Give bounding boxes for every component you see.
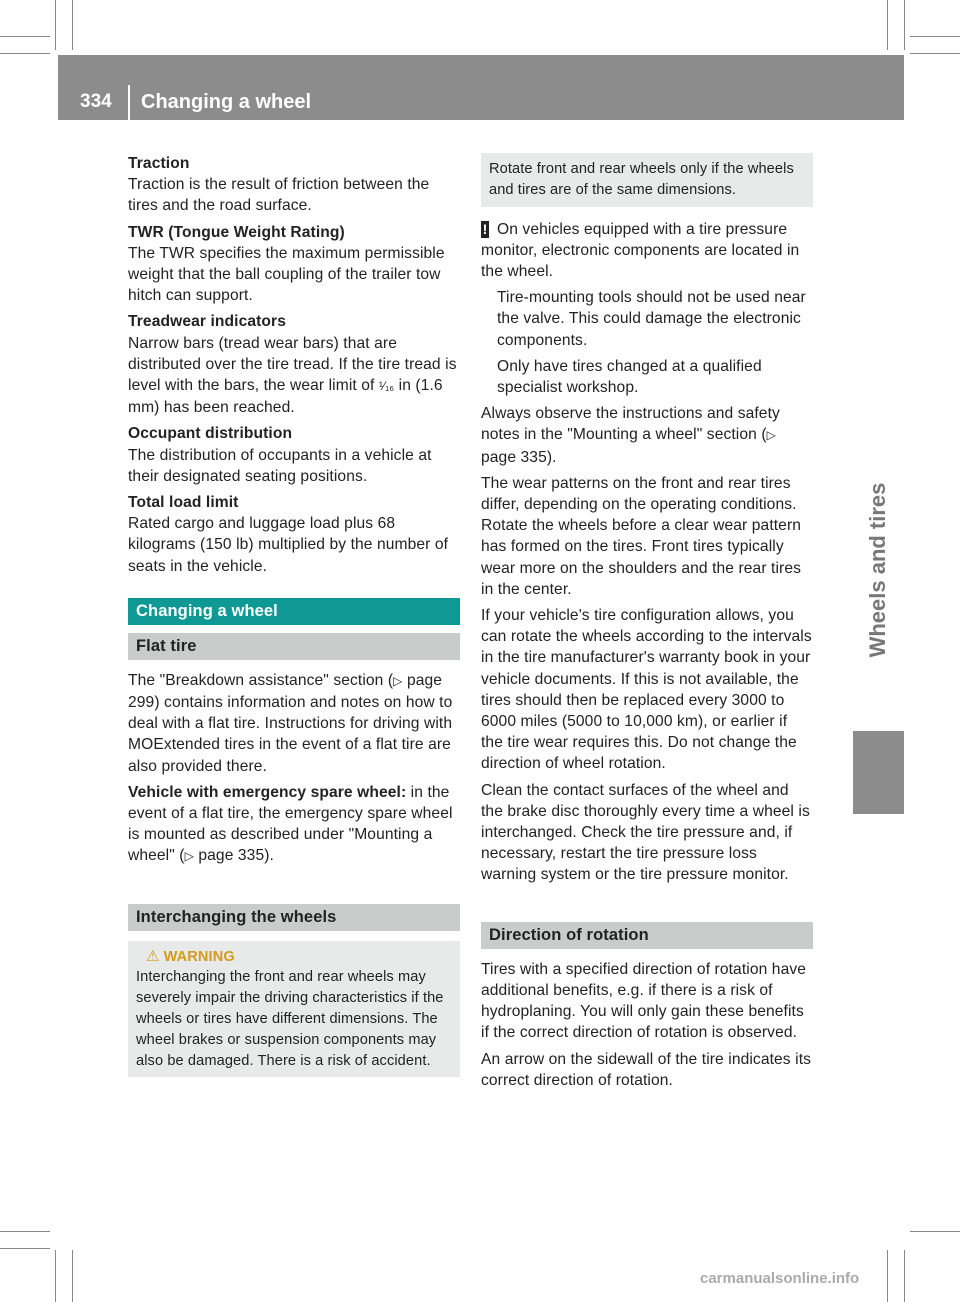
heading-twr: TWR (Tongue Weight Rating) [128, 223, 345, 241]
crop-mark [887, 1250, 888, 1302]
paragraph-tire-config: If your vehicle's tire configuration allows, you can rotate the wheels according to the intervals in the tire manufacturer's warranty book in your vehicle documents. If this is not available, the tires should then be replaced every 3000 to 6000 miles (5000 to 10,000 km), or earlier if the tire wear requires this. Do not change the direction of wheel rotation. [481, 607, 812, 773]
paragraph-occupant: The distribution of occupants in a vehicle at their designated seating positions. [128, 446, 432, 485]
crop-mark [72, 1250, 73, 1302]
paragraph-clean: Clean the contact surfaces of the wheel and the brake disc thoroughly every time a wheel is interchanged. Check the tire pressure and, if necessary, restart the tire pressure loss warning system or the tire pressure monitor. [481, 781, 810, 884]
text-span: in (1.6 mm) has been reached. [128, 377, 443, 417]
warning-box [128, 941, 460, 1078]
arrow-icon: ▷ [393, 673, 403, 688]
crop-mark [55, 1250, 56, 1302]
crop-mark [0, 53, 50, 54]
text-span: Narrow bars (tread wear bars) that are distributed over the tire tread. If the tire tread is level with the bars, the wear limit of [128, 334, 457, 395]
warning-icon: ⚠ [146, 947, 160, 965]
heading-occupant: Occupant distribution [128, 425, 293, 443]
text-span: The "Breakdown assistance" section ( [128, 671, 394, 689]
header-divider [128, 85, 130, 120]
arrow-icon: ▷ [766, 428, 776, 443]
note-workshop: Only have tires changed at a qualified specialist workshop. [497, 357, 762, 397]
crop-mark [72, 0, 73, 50]
side-tab-marker [853, 731, 904, 814]
crop-mark [904, 0, 905, 50]
crop-mark [887, 0, 888, 50]
paragraph-spare [128, 782, 460, 868]
watermark: carmanualsonline.info [700, 1270, 860, 1287]
crop-mark [910, 36, 960, 37]
text-span: Always observe the instructions and safety notes in the "Mounting a wheel" section ( [481, 405, 780, 444]
page-link[interactable]: page 335). [198, 847, 274, 865]
warning-text: Interchanging the front and rear wheels may severely impair the driving characteristics if the wheels or tires have different dimensions. The wheel brakes or suspension components may also be damaged. There is a risk of accident. [136, 969, 444, 1069]
text-span: On vehicles equipped with a tire pressure monitor, electronic components are located in the wheel. [481, 220, 800, 280]
page-number: 334 [80, 91, 112, 112]
fraction: ¹⁄₁₆ [378, 379, 395, 394]
section-banner-interchanging: Interchanging the wheels [128, 904, 460, 931]
paragraph-treadwear [128, 333, 460, 419]
text-span: in the event of a flat tire, the emergency spare wheel is mounted as described under "Mounting a wheel" ( [128, 783, 453, 865]
section-banner-direction: Direction of rotation [481, 922, 813, 949]
warning-title: WARNING [163, 948, 235, 965]
crop-mark [910, 1231, 960, 1232]
crop-mark [0, 36, 50, 37]
crop-mark [904, 1250, 905, 1302]
page-title: Changing a wheel [141, 91, 312, 113]
arrow-icon: ▷ [184, 849, 194, 864]
paragraph-observe [481, 403, 813, 468]
right-column [481, 153, 813, 1096]
paragraph-wear-patterns: The wear patterns on the front and rear tires differ, depending on the operating conditions. Rotate the wheels before a clear wear pattern has formed on the tires. Front tires typically wear more on the shoulders and the rear tires in the center. [481, 474, 802, 598]
section-banner-changing: Changing a wheel [128, 598, 460, 625]
info-box: Rotate front and rear wheels only if the wheels and tires are of the same dimensions. [481, 153, 813, 207]
note-tools: Tire-mounting tools should not be used near the valve. This could damage the electronic components. [497, 289, 806, 349]
page-link[interactable]: page 299) contains information and notes on how to deal with a flat tire. Instructions for driving with MOExtended tires in the event of a flat tire are also provided there. [128, 671, 453, 775]
paragraph-traction: Traction is the result of friction between the tires and the road surface. [128, 176, 430, 215]
paragraph-flat-tire [128, 670, 460, 777]
crop-mark [55, 0, 56, 50]
paragraph-twr: The TWR specifies the maximum permissible weight that the ball coupling of the trailer tow hitch can support. [128, 244, 445, 305]
paragraph-direction-2: An arrow on the sidewall of the tire indicates its correct direction of rotation. [481, 1050, 812, 1089]
note-icon: ! [482, 220, 488, 237]
heading-load-limit: Total load limit [128, 494, 239, 512]
crop-mark [0, 1231, 50, 1232]
heading-traction: Traction [128, 155, 190, 172]
page-link[interactable]: page 335). [481, 448, 557, 466]
paragraph-load-limit: Rated cargo and luggage load plus 68 kilograms (150 lb) multiplied by the number of seats in the vehicle. [128, 515, 449, 575]
heading-treadwear: Treadwear indicators [128, 313, 286, 331]
crop-mark [910, 53, 960, 54]
crop-mark [0, 1248, 50, 1249]
paragraph-direction-1: Tires with a specified direction of rotation have additional benefits, e.g. if there is a risk of hydroplaning. You will only gain these benefits if the correct direction of rotation is observed. [481, 960, 807, 1042]
note-tire-pressure [481, 219, 813, 283]
bold-label: Vehicle with emergency spare wheel: [128, 783, 407, 801]
section-banner-flat-tire: Flat tire [128, 633, 460, 660]
left-column [128, 153, 460, 1077]
